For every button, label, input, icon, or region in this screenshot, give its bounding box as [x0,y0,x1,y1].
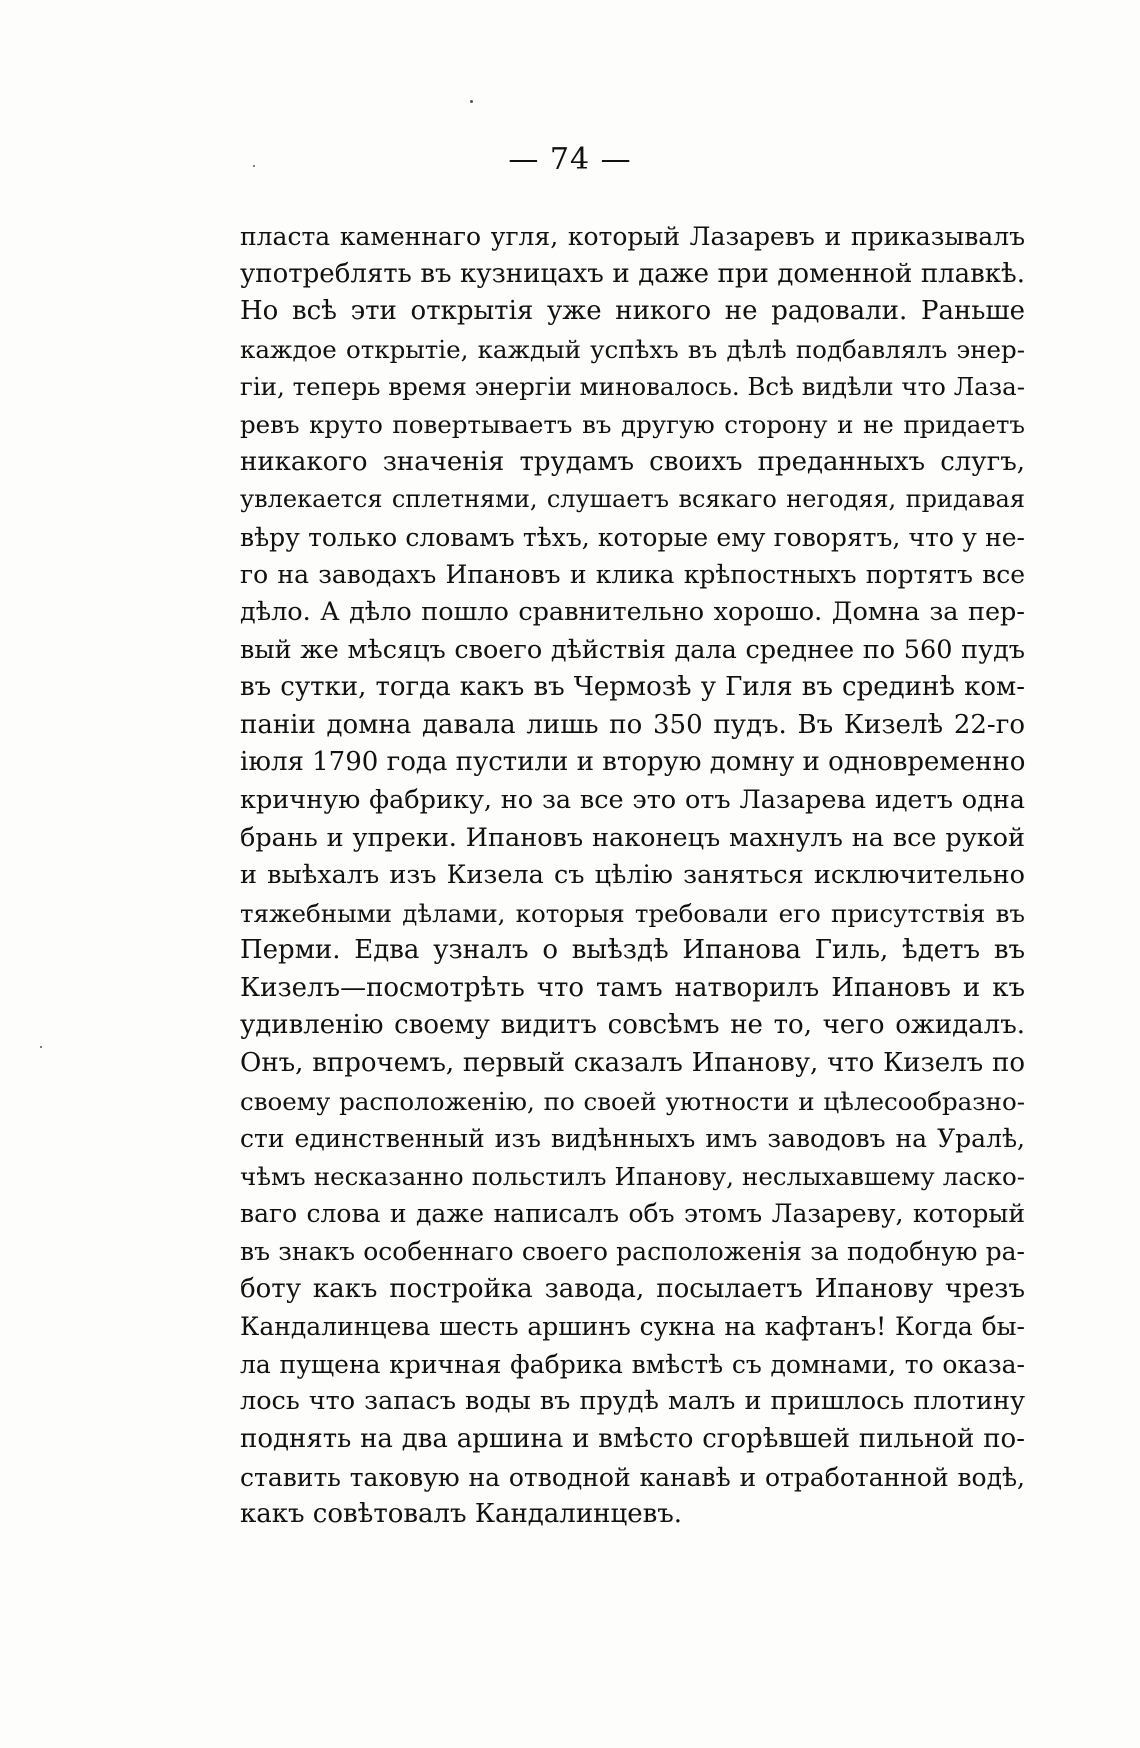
text-line: увлекается сплетнями, слушаетъ всякаго негодяя, придавая [240,485,1025,514]
text-line: Кандалинцева шесть аршинъ сукна на кафтанъ! Когда бы- [240,1312,1025,1342]
text-line: дѣло. А дѣло пошло сравнительно хорошо. Домна за пер- [240,596,1025,627]
text-line-last: какъ совѣтовалъ Кандалинцевъ. [240,1499,683,1530]
text-line: ревъ круто повертываетъ въ другую сторону и не придаетъ [240,409,1025,439]
text-line: ставить таковую на отводной канавѣ и отработанной водѣ, [240,1462,1025,1492]
text-line: каждое открытіе, каждый успѣхъ въ дѣлѣ подбавлялъ энер- [240,334,1025,364]
text-line: вый же мѣсяцъ своего дѣйствія дала среднее по 560 пудъ [240,634,1025,665]
text-line: Перми. Едва узналъ о выѣздѣ Ипанова Гиль, ѣдетъ въ [240,935,1025,966]
text-line: своему расположенію, по своей уютности и цѣлесообразно- [240,1086,1025,1116]
text-line: лось что запасъ воды въ прудѣ малъ и пришлось плотину [240,1386,1025,1417]
page-number: — 74 — [508,142,632,177]
text-line: іюля 1790 года пустили и вторую домну и одновременно [240,747,1025,778]
text-line: никакого значенія трудамъ своихъ преданныхъ слугъ, [240,446,1025,477]
text-line: чѣмъ несказанно польстилъ Ипанову, неслыхавшему ласко- [240,1161,1025,1191]
text-line: гіи, теперь время энергіи миновалось. Всѣ видѣли что Лаза- [240,372,1025,402]
text-line: тяжебными дѣлами, которыя требовали его присутствія въ [240,898,1025,928]
text-line: боту какъ постройка завода, посылаетъ Ипанову чрезъ [240,1273,1025,1304]
text-line: поднять на два аршина и вмѣсто сгорѣвшей пильной по- [240,1424,1025,1454]
text-line: ла пущена кричная фабрика вмѣстѣ съ домнами, то оказа- [240,1349,1025,1379]
text-line: Кизелъ—посмотрѣть что тамъ натворилъ Ипановъ и къ [240,972,1025,1003]
paper-speck [40,1046,42,1048]
text-line: кричную фабрику, но за все это отъ Лазарева идетъ одна [240,784,1025,815]
text-line: паніи домна давала лишь по 350 пудъ. Въ Кизелѣ 22-го [240,709,1025,740]
text-line: и выѣхалъ изъ Кизела съ цѣлію заняться исключительно [240,860,1025,891]
text-line: въ сутки, тогда какъ въ Чермозѣ у Гиля въ срединѣ ком- [240,672,1025,703]
text-line: Онъ, впрочемъ, первый сказалъ Ипанову, что Кизелъ по [240,1048,1025,1079]
body-text [240,218,1025,1534]
text-line: употреблять въ кузницахъ и даже при доменной плавкѣ. [240,258,1025,289]
text-line: вѣру только словамъ тѣхъ, которые ему говорятъ, что у не- [240,522,1025,552]
text-line: въ знакъ особеннаго своего расположенія за подобную ра- [240,1237,1025,1267]
text-line: брань и упреки. Ипановъ наконецъ махнулъ на все рукой [240,822,1025,853]
text-line: Но всѣ эти открытія уже никого не радовали. Раньше [240,296,1025,327]
text-line: ваго слова и даже написалъ объ этомъ Лазареву, который [240,1199,1025,1229]
text-line: сти единственный изъ видѣнныхъ имъ заводовъ на Уралѣ, [240,1124,1025,1154]
text-line: пласта каменнаго угля, который Лазаревъ и приказывалъ [240,222,1025,251]
text-line: удивленію своему видитъ совсѣмъ не то, чего ожидалъ. [240,1010,1025,1041]
text-line: го на заводахъ Ипановъ и клика крѣпостныхъ портятъ все [240,560,1025,590]
paper-speck [470,100,473,103]
